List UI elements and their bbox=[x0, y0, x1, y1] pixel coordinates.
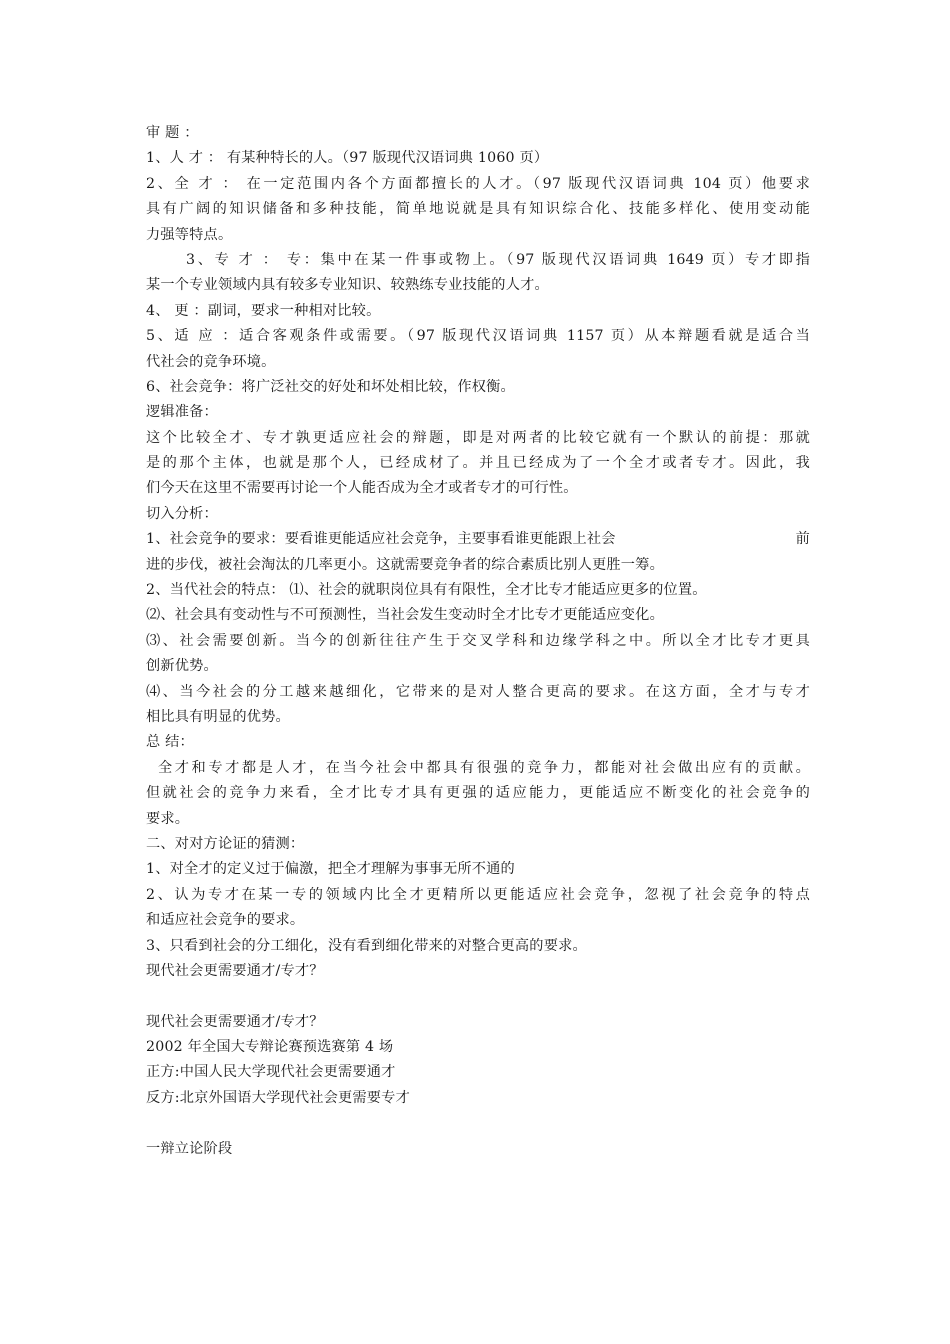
guess-point-2: 2、认为专才在某一专的领域内比全才更精所以更能适应社会竞争，忽视了社会竞争的特点 bbox=[146, 886, 810, 903]
negative-side: 反方:北京外国语大学现代社会更需要专才 bbox=[146, 1089, 410, 1106]
definition-talent: 1、人 才 ： 有某种特长的人。（97 版现代汉语词典 1060 页） bbox=[146, 150, 549, 167]
analysis-sub-3: ⑶、社会需要创新。当今的创新往往产生于交叉学科和边缘学科之中。所以全才比专才更具 bbox=[146, 632, 810, 649]
definition-more: 4、 更 ：副词，要求一种相对比较。 bbox=[146, 302, 381, 319]
logic-para-2: 是的那个主体，也就是那个人，已经成材了。并且已经成为了一个全才或者专才。因此，我 bbox=[146, 455, 810, 472]
definition-all-rounder-end: 力强等特点。 bbox=[146, 226, 233, 243]
heading-logic-prep: 逻辑准备： bbox=[146, 404, 218, 421]
definition-adapt: 5、适 应 ：适合客观条件或需要。（97 版现代汉语词典 1157 页）从本辩题看就是适合当 bbox=[146, 328, 810, 345]
analysis-point-1-text: 1、社会竞争的要求：要看谁更能适应社会竞争，主要事看谁更能跟上社会 bbox=[146, 531, 616, 548]
affirmative-side: 正方:中国人民大学现代社会更需要通才 bbox=[146, 1064, 396, 1081]
heading-first-speaker: 一辩立论阶段 bbox=[146, 1140, 233, 1157]
definition-adapt-cont: 代社会的竞争环境。 bbox=[146, 353, 276, 370]
analysis-sub-4-cont: 相比具有明显的优势。 bbox=[146, 708, 290, 725]
analysis-point-2: 2、当代社会的特点： ⑴、社会的就职岗位具有有限性，全才比专才能适应更多的位置。 bbox=[146, 582, 707, 599]
heading-topic-review: 审 题 ： bbox=[146, 125, 199, 141]
motion-title-1: 现代社会更需要通才/专才？ bbox=[146, 962, 324, 979]
guess-point-2-cont: 和适应社会竞争的要求。 bbox=[146, 912, 305, 929]
definition-all-rounder: 2、全 才 ： 在一定范围内各个方面都擅长的人才。（97 版现代汉语词典 104 页）他要求 bbox=[146, 175, 810, 192]
analysis-point-1-cont: 进的步伐，被社会淘汰的几率更小。这就需要竞争者的综合素质比别人更胜一筹。 bbox=[146, 556, 664, 573]
heading-opponent-guess: 二、对对方论证的猜测： bbox=[146, 835, 305, 852]
definition-specialist-cont: 某一个专业领域内具有较多专业知识、较熟练专业技能的人才。 bbox=[146, 277, 549, 294]
definition-specialist: 3、专 才 ： 专：集中在某一件事或物上。（97 版现代汉语词典 1649 页）专才即指 bbox=[186, 251, 810, 268]
logic-para-3: 们今天在这里不需要再讨论一个人能否成为全才或者专才的可行性。 bbox=[146, 480, 578, 497]
definition-all-rounder-cont: 具有广阔的知识储备和多种技能，简单地说就是具有知识综合化、技能多样化、使用变动能 bbox=[146, 201, 810, 218]
event-info: 2002 年全国大专辩论赛预选赛第 4 场 bbox=[146, 1039, 394, 1056]
summary-para-3: 要求。 bbox=[146, 810, 190, 827]
guess-point-3: 3、只看到社会的分工细化，没有看到细化带来的对整合更高的要求。 bbox=[146, 937, 587, 954]
definition-competition: 6、社会竞争：将广泛社交的好处和坏处相比较，作权衡。 bbox=[146, 378, 515, 395]
analysis-sub-2: ⑵、社会具有变动性与不可预测性，当社会发生变动时全才比专才更能适应变化。 bbox=[146, 607, 664, 624]
analysis-sub-3-cont: 创新优势。 bbox=[146, 658, 218, 675]
analysis-sub-4: ⑷、当今社会的分工越来越细化，它带来的是对人整合更高的要求。在这方面，全才与专才 bbox=[146, 683, 810, 700]
heading-summary: 总 结： bbox=[146, 734, 194, 751]
guess-point-1: 1、对全才的定义过于偏激，把全才理解为事事无所不通的 bbox=[146, 861, 515, 878]
analysis-point-1-tail: 前 bbox=[795, 531, 810, 548]
analysis-point-1 bbox=[146, 527, 810, 552]
logic-para-1: 这个比较全才、专才孰更适应社会的辩题，即是对两者的比较它就有一个默认的前提：那就 bbox=[146, 429, 810, 446]
summary-para-1: 全才和专才都是人才，在当今社会中都具有很强的竞争力，都能对社会做出应有的贡献。 bbox=[158, 759, 810, 776]
motion-title-2: 现代社会更需要通才/专才？ bbox=[146, 1013, 324, 1030]
document-body bbox=[146, 121, 810, 1162]
summary-para-2: 但就社会的竞争力来看，全才比专才具有更强的适应能力，更能适应不断变化的社会竞争的 bbox=[146, 785, 810, 802]
heading-analysis: 切入分析： bbox=[146, 505, 218, 522]
